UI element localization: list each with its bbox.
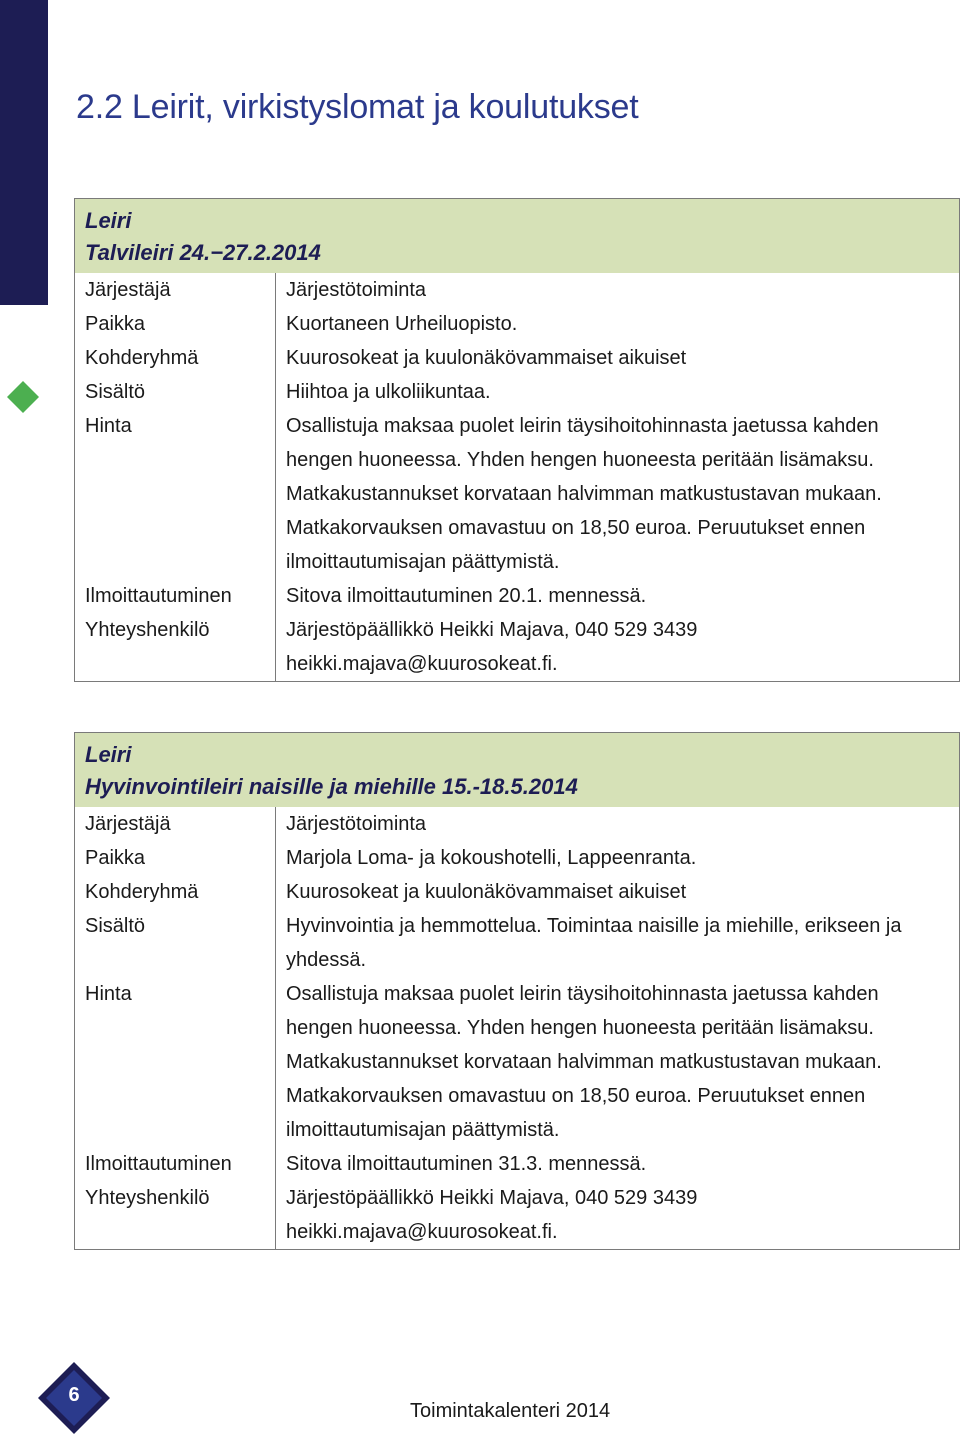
- row-value: Järjestöpäällikkö Heikki Majava, 040 529 3439 heikki.majava@kuurosokeat.fi.: [286, 619, 698, 675]
- table-row: [75, 579, 959, 613]
- row-value: Järjestötoiminta: [286, 279, 427, 301]
- event-card-hyvinvointileiri: [74, 732, 960, 1250]
- row-key: Järjestäjä: [75, 807, 276, 841]
- left-white-strip: [0, 305, 48, 1440]
- row-value: Osallistuja maksaa puolet leirin täysihoitohinnasta jaetussa kahden hengen huoneessa. Yhden hengen huoneesta peritään lisämaksu. Matkakustannukset korvataan halvimman matkustustavan mukaan. Matkakorvauksen omavastuu on 18,50 euroa. Peruutukset ennen ilmoittautumisajan päättymistä.: [286, 983, 882, 1141]
- row-key: Kohderyhmä: [75, 875, 276, 909]
- row-key: Hinta: [75, 977, 276, 1147]
- event-details-table: [75, 273, 959, 681]
- row-value: Hiihtoa ja ulkoliikuntaa.: [286, 381, 491, 403]
- table-row: [75, 807, 959, 841]
- table-row: [75, 1147, 959, 1181]
- page-heading: 2.2 Leirit, virkistyslomat ja koulutukset: [76, 88, 639, 126]
- table-row: [75, 375, 959, 409]
- page-number: 6: [68, 1384, 80, 1406]
- event-label: Leiri: [85, 742, 132, 767]
- event-title: Talvileiri 24.−27.2.2014: [85, 240, 321, 265]
- table-row: [75, 341, 959, 375]
- footer-text: Toimintakalenteri 2014: [410, 1400, 611, 1422]
- row-value: Kuurosokeat ja kuulonäkövammaiset aikuiset: [286, 347, 687, 369]
- event-title: Hyvinvointileiri naisille ja miehille 15.-18.5.2014: [85, 774, 578, 799]
- table-row: [75, 1181, 959, 1249]
- table-row: [75, 307, 959, 341]
- table-row: [75, 409, 959, 579]
- row-value: Marjola Loma- ja kokoushotelli, Lappeenranta.: [286, 847, 697, 869]
- left-color-bar: [0, 0, 48, 305]
- row-key: Yhteyshenkilö: [75, 613, 276, 681]
- table-row: [75, 977, 959, 1147]
- row-value: Hyvinvointia ja hemmottelua. Toimintaa naisille ja miehille, erikseen ja yhdessä.: [286, 915, 902, 971]
- event-header: [75, 199, 959, 273]
- row-key: Ilmoittautuminen: [75, 1147, 276, 1181]
- green-diamond-icon: [6, 380, 40, 414]
- row-key: Järjestäjä: [75, 273, 276, 307]
- table-row: [75, 273, 959, 307]
- row-value: Järjestötoiminta: [286, 813, 427, 835]
- table-row: [75, 875, 959, 909]
- event-label: Leiri: [85, 208, 132, 233]
- row-value: Osallistuja maksaa puolet leirin täysihoitohinnasta jaetussa kahden hengen huoneessa. Yhden hengen huoneesta peritään lisämaksu. Matkakustannukset korvataan halvimman matkustustavan mukaan. Matkakorvauksen omavastuu on 18,50 euroa. Peruutukset ennen ilmoittautumisajan päättymistä.: [286, 415, 882, 573]
- row-key: Paikka: [75, 307, 276, 341]
- table-row: [75, 613, 959, 681]
- row-key: Hinta: [75, 409, 276, 579]
- row-value: Sitova ilmoittautuminen 20.1. mennessä.: [286, 585, 647, 607]
- row-value: Kuurosokeat ja kuulonäkövammaiset aikuiset: [286, 881, 687, 903]
- table-row: [75, 841, 959, 875]
- row-key: Sisältö: [75, 375, 276, 409]
- event-card-talvileiri: [74, 198, 960, 682]
- row-key: Paikka: [75, 841, 276, 875]
- row-key: Kohderyhmä: [75, 341, 276, 375]
- row-key: Ilmoittautuminen: [75, 579, 276, 613]
- event-header: [75, 733, 959, 807]
- row-value: Järjestöpäällikkö Heikki Majava, 040 529 3439 heikki.majava@kuurosokeat.fi.: [286, 1187, 698, 1243]
- event-details-table: [75, 807, 959, 1249]
- row-key: Yhteyshenkilö: [75, 1181, 276, 1249]
- table-row: [75, 909, 959, 977]
- row-value: Kuortaneen Urheiluopisto.: [286, 313, 518, 335]
- row-key: Sisältö: [75, 909, 276, 977]
- row-value: Sitova ilmoittautuminen 31.3. mennessä.: [286, 1153, 647, 1175]
